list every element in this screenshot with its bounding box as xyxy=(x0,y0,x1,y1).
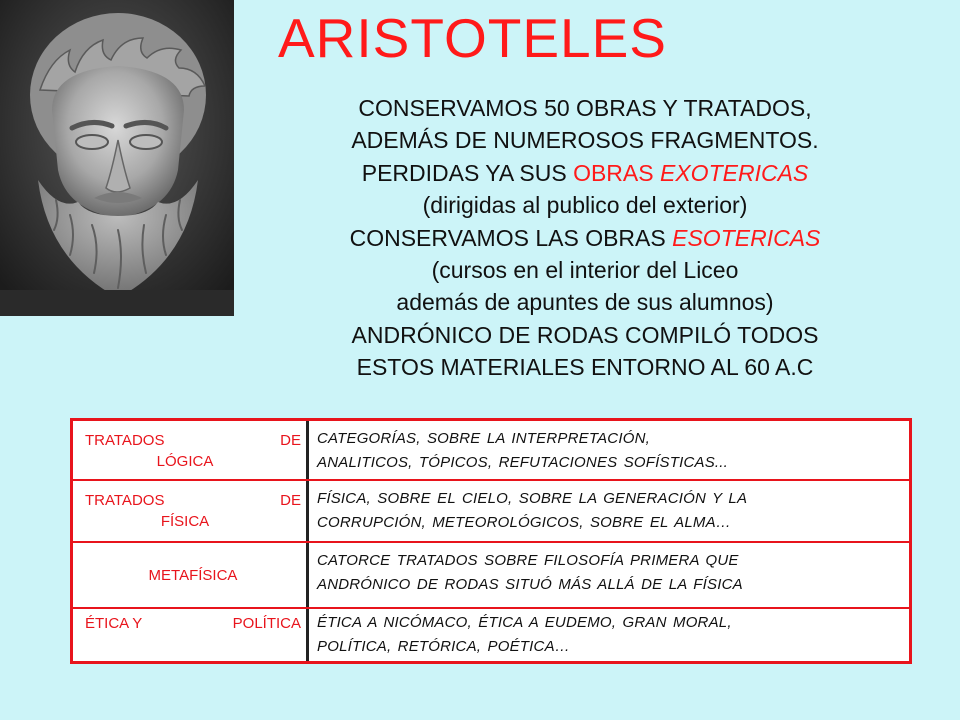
intro-line-8: ANDRÓNICO DE RODAS COMPILÓ TODOS xyxy=(351,321,819,348)
intro-line-3-a: PERDIDAS YA SUS xyxy=(361,159,574,186)
works-line-1: CATEGORÍAS, SOBRE LA INTERPRETACIÓN, xyxy=(317,430,650,447)
intro-line-3-b: OBRAS xyxy=(573,159,660,186)
intro-line-3-c: EXOTERICAS xyxy=(660,159,809,186)
intro-line-1: CONSERVAMOS 50 OBRAS Y TRATADOS, xyxy=(358,95,812,121)
intro-line-5-a: CONSERVAMOS LAS OBRAS xyxy=(349,224,673,251)
category-word-b: POLÍTICA xyxy=(232,615,301,632)
intro-text xyxy=(260,92,910,384)
intro-line-3 xyxy=(260,157,910,189)
works-line-1: ÉTICA A NICÓMACO, ÉTICA A EUDEMO, GRAN MORAL, xyxy=(317,614,732,631)
intro-line-6: (cursos en el interior del Liceo xyxy=(431,257,739,284)
category-word-a: TRATADOS xyxy=(85,432,165,449)
works-line-1: CATORCE TRATADOS SOBRE FILOSOFÍA PRIMERA QUE xyxy=(317,552,739,569)
table-cell-category xyxy=(73,421,309,479)
intro-line-5 xyxy=(260,222,910,254)
category-line-1 xyxy=(85,609,301,634)
intro-line-2: ADEMÁS DE NUMEROSOS FRAGMENTOS. xyxy=(351,127,819,154)
category-line-1 xyxy=(85,481,301,511)
works-line-2: ANDRÓNICO DE RODAS SITUÓ MÁS ALLÁ DE LA FÍSICA xyxy=(317,576,743,593)
works-line-1: FÍSICA, SOBRE EL CIELO, SOBRE LA GENERACIÓN Y LA xyxy=(317,490,748,507)
category-word-b: DE xyxy=(280,432,301,449)
works-line-2: ANALITICOS, TÓPICOS, REFUTACIONES SOFÍSTICAS... xyxy=(317,454,729,471)
category-line-2: FÍSICA xyxy=(160,513,210,530)
category-word-a: TRATADOS xyxy=(85,492,165,509)
table-row-logica xyxy=(73,421,909,479)
table-cell-category xyxy=(73,481,309,541)
works-line-2: CORRUPCIÓN, METEOROLÓGICOS, SOBRE EL ALMA… xyxy=(317,514,731,531)
page-title: ARISTOTELES xyxy=(278,7,667,69)
table-cell-works xyxy=(309,421,909,479)
aristotle-bust-portrait xyxy=(0,0,234,316)
works-table xyxy=(70,418,912,664)
table-cell-category xyxy=(73,609,309,661)
intro-line-4: (dirigidas al publico del exterior) xyxy=(422,192,748,219)
intro-line-5-b: ESOTERICAS xyxy=(672,224,821,251)
category-line-1: METAFÍSICA xyxy=(148,567,238,584)
table-cell-works xyxy=(309,481,909,541)
category-line-1 xyxy=(85,421,301,451)
table-cell-works xyxy=(309,609,909,661)
intro-line-9: ESTOS MATERIALES ENTORNO AL 60 A.C xyxy=(356,354,814,381)
table-row-metafisica xyxy=(73,541,909,607)
table-cell-works xyxy=(309,543,909,607)
intro-line-7: además de apuntes de sus alumnos) xyxy=(396,289,774,316)
table-cell-category xyxy=(73,543,309,607)
table-row-fisica xyxy=(73,479,909,541)
works-line-2: POLÍTICA, RETÓRICA, POÉTICA… xyxy=(317,638,570,655)
table-row-etica xyxy=(73,607,909,661)
category-word-b: DE xyxy=(280,492,301,509)
category-word-a: ÉTICA Y xyxy=(85,615,143,632)
category-line-2: LÓGICA xyxy=(156,453,214,470)
